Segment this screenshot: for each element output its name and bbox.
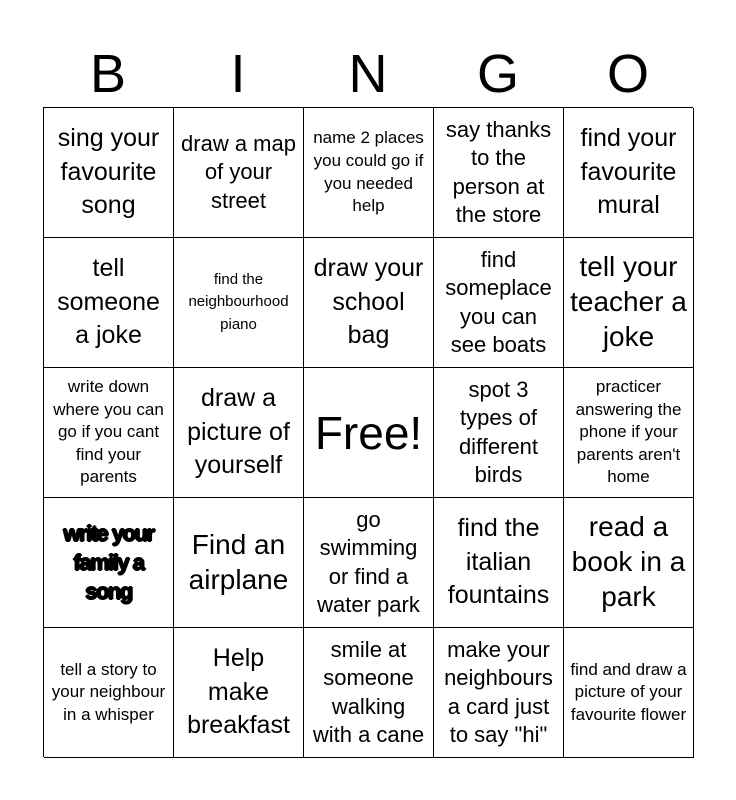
header-letter-i: I: [230, 44, 246, 104]
cell-label: spot 3 types of different birds: [458, 377, 539, 487]
bingo-cell-n1[interactable]: [304, 108, 434, 238]
cell-label: find someplace you can see boats: [445, 247, 552, 357]
bingo-cell-n5[interactable]: [304, 628, 434, 758]
header-letter-g: G: [476, 44, 519, 104]
bingo-header: [43, 40, 693, 108]
bingo-cell-b4[interactable]: [44, 498, 174, 628]
bingo-cell-n4[interactable]: [304, 498, 434, 628]
cell-label: go swimming or find a water park: [317, 507, 420, 617]
cell-label: Find an airplane: [188, 528, 289, 595]
bingo-cell-b2[interactable]: [44, 238, 174, 368]
cell-label: find the neighbourhood piano: [188, 271, 289, 333]
cell-label: read a book in a park: [571, 511, 686, 612]
bingo-cell-o2[interactable]: [564, 238, 694, 368]
free-space-label: Free!: [314, 406, 423, 459]
cell-label: tell a story to your neighbour in a whisper: [51, 659, 166, 724]
bingo-cell-i3[interactable]: [174, 368, 304, 498]
bingo-cell-free[interactable]: [304, 368, 434, 498]
bingo-cell-g1[interactable]: [434, 108, 564, 238]
cell-label: sing your favourite song: [57, 124, 160, 220]
bingo-board: [43, 107, 693, 757]
header-letter-o: O: [606, 44, 649, 104]
bingo-cell-o5[interactable]: [564, 628, 694, 758]
bingo-cell-g2[interactable]: [434, 238, 564, 368]
cell-label: tell someone a joke: [57, 254, 160, 350]
cell-label: draw your school bag: [313, 254, 424, 350]
cell-label: say thanks to the person at the store: [445, 117, 552, 227]
bingo-cell-b3[interactable]: [44, 368, 174, 498]
bingo-cell-o1[interactable]: [564, 108, 694, 238]
bingo-cell-i5[interactable]: [174, 628, 304, 758]
cell-label: tell your teacher a joke: [570, 251, 687, 352]
bingo-cell-b5[interactable]: [44, 628, 174, 758]
cell-label: draw a map of your street: [181, 131, 296, 213]
bingo-cell-g4[interactable]: [434, 498, 564, 628]
header-letter-b: B: [89, 44, 127, 104]
bingo-cell-i1[interactable]: [174, 108, 304, 238]
cell-label: write down where you can go if you cant find your parents: [53, 376, 164, 487]
bingo-cell-o4[interactable]: [564, 498, 694, 628]
cell-label: find your favourite mural: [580, 124, 677, 220]
bingo-cell-o3[interactable]: [564, 368, 694, 498]
header-letter-n: N: [348, 44, 388, 104]
cell-label: smile at someone walking with a cane: [312, 637, 425, 747]
cell-label: write your family a song: [63, 520, 154, 605]
bingo-cell-i4[interactable]: [174, 498, 304, 628]
cell-label: find the italian fountains: [447, 514, 550, 610]
bingo-cell-g5[interactable]: [434, 628, 564, 758]
cell-label: make your neighbours a card just to say "hi": [444, 637, 553, 747]
cell-label: name 2 places you could go if you needed help: [313, 128, 424, 216]
bingo-cell-i2[interactable]: [174, 238, 304, 368]
bingo-cell-g3[interactable]: [434, 368, 564, 498]
cell-label: practicer answering the phone if your parents aren't home: [575, 376, 682, 487]
bingo-cell-n2[interactable]: [304, 238, 434, 368]
cell-label: Help make breakfast: [187, 644, 290, 740]
cell-label: draw a picture of yourself: [187, 384, 290, 480]
bingo-cell-b1[interactable]: [44, 108, 174, 238]
cell-label: find and draw a picture of your favourite flower: [570, 659, 687, 724]
